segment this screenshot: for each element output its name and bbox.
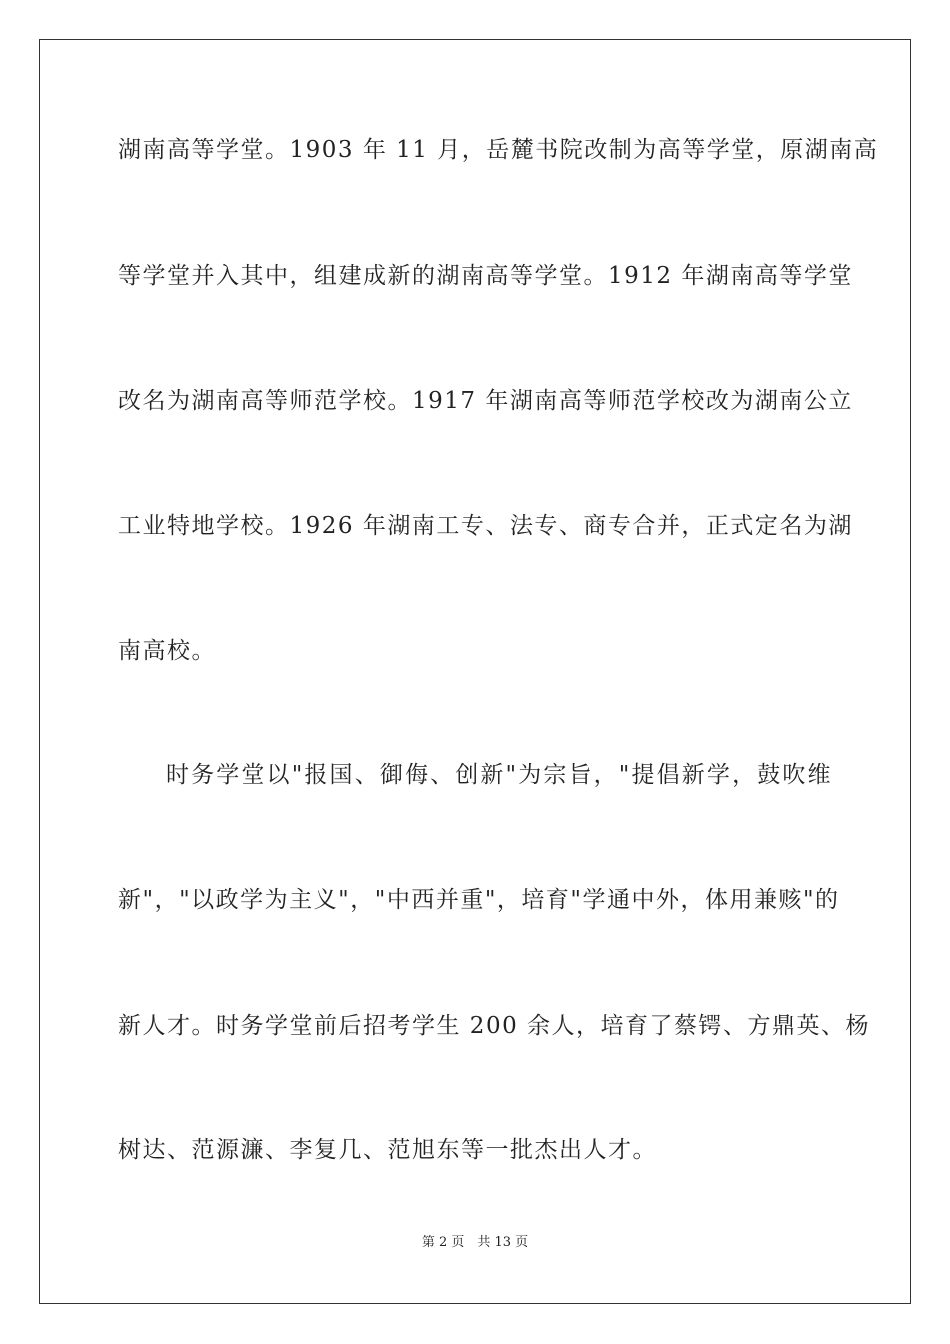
text-line: 改名为湖南高等师范学校。1917 年湖南高等师范学校改为湖南公立 (118, 388, 853, 414)
text-line: 树达、范源濂、李复几、范旭东等一批杰出人才。 (118, 1137, 657, 1163)
text-line: 新"，"以政学为主义"，"中西并重"，培育"学通中外，体用兼赅"的 (118, 887, 840, 913)
text-line: 南高校。 (118, 638, 216, 664)
text-line: 等学堂并入其中，组建成新的湖南高等学堂。1912 年湖南高等学堂 (118, 263, 853, 289)
text-line: 湖南高等学堂。1903 年 11 月，岳麓书院改制为高等学堂，原湖南高 (118, 137, 879, 163)
page-frame (39, 39, 911, 1304)
text-line: 新人才。时务学堂前后招考学生 200 余人，培育了蔡锷、方鼎英、杨 (118, 1013, 871, 1039)
text-line: 工业特地学校。1926 年湖南工专、法专、商专合并，正式定名为湖 (118, 513, 853, 539)
page-number: 第 2 页 共 13 页 (421, 1235, 529, 1250)
text-line: 时务学堂以"报国、御侮、创新"为宗旨，"提倡新学，鼓吹维 (166, 762, 832, 788)
